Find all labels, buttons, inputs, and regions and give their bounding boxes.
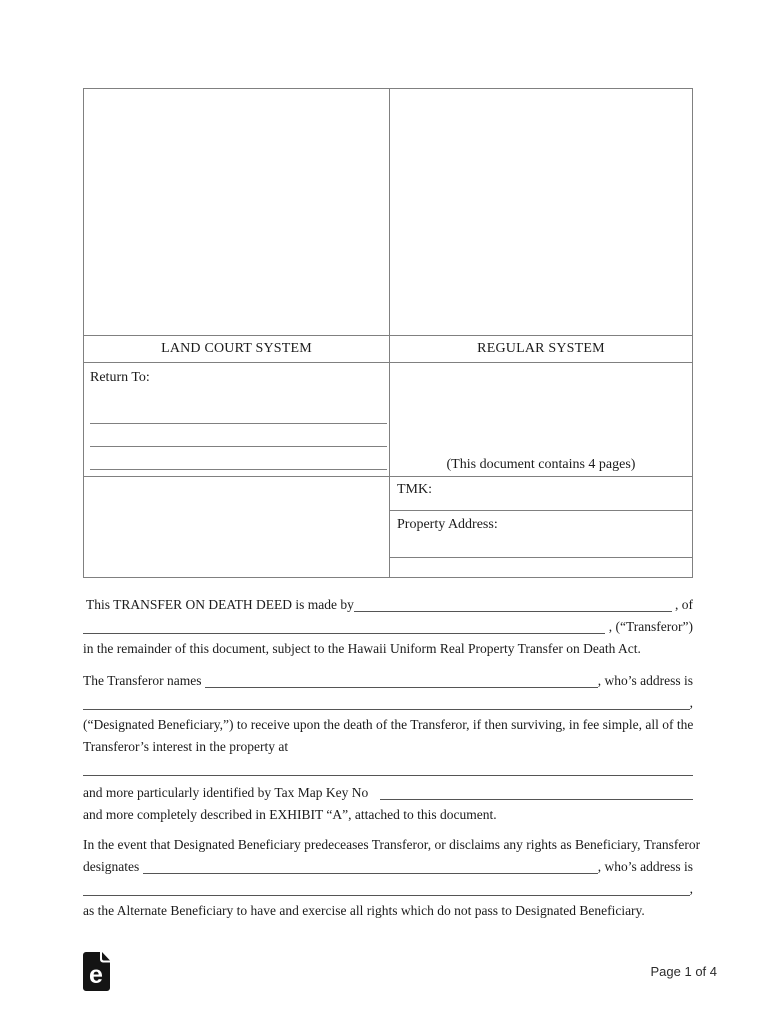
paragraph-designated-beneficiary [83,670,693,758]
p5-text-5: as the Alternate Beneficiary to have and exercise all rights which do not pass to Designated Beneficiary. [83,903,645,918]
empty-cell [84,558,390,577]
alternate-beneficiary-address-blank[interactable] [83,895,690,896]
p1-text-4: in the remainder of this document, subject to the Hawaii Uniform Real Property Transfer on Death Act. [83,641,641,656]
paragraph-transferor [83,594,693,660]
p2-text-4: (“Designated Beneficiary,”) to receive upon the death of the Transferor, if then surviving, in fee simple, all of the [83,717,694,732]
tmk-label: TMK: [397,482,432,497]
property-address-label: Property Address: [397,517,498,532]
alternate-beneficiary-name-blank[interactable] [143,873,598,874]
transferor-name-blank[interactable] [354,611,672,612]
p4-text-2: and more completely described in EXHIBIT “A”, attached to this document. [83,807,497,822]
p2-text-5: Transferor’s interest in the property at [83,739,289,754]
land-court-stamp-area [84,89,390,335]
return-to-section [84,363,390,477]
p2-text-3: , [689,695,693,710]
tmk-field[interactable] [390,477,692,511]
p4-text-1: and more particularly identified by Tax Map Key No [83,785,369,800]
recording-information-box [83,88,693,578]
return-to-label: Return To: [90,370,150,385]
page-number-label: Page 1 of 4 [650,963,717,979]
empty-cell [390,558,692,577]
pages-note-section [390,363,692,477]
beneficiary-name-blank[interactable] [205,687,598,688]
property-description-row [83,762,693,776]
empty-cell [84,511,390,558]
p2-text-2: , who’s address is [597,673,693,688]
p1-text-2: , of [671,597,693,612]
p5-text-1: In the event that Designated Beneficiary predeceases Transferor, or disclaims any rights as Beneficiary, Transferor [83,837,701,852]
p1-text-3: , (“Transferor”) [605,619,693,634]
tax-map-key-blank[interactable] [380,799,693,800]
paragraph-alternate-beneficiary [83,834,701,922]
p1-text-1: This TRANSFER ON DEATH DEED is made by [86,597,354,612]
empty-cell [84,477,390,511]
p2-text-1: The Transferor names [83,673,205,688]
land-court-system-label: LAND COURT SYSTEM [161,341,312,356]
eforms-logo-letter: e [89,960,103,989]
beneficiary-address-blank[interactable] [83,709,690,710]
eforms-logo-icon [83,952,110,991]
deed-body-text [83,594,701,922]
p5-text-4: , [689,881,693,896]
return-to-line[interactable] [90,447,387,470]
regular-system-stamp-area [390,89,692,335]
return-to-line[interactable] [90,401,387,424]
paragraph-tax-map-key [83,782,693,826]
p5-text-3: , who’s address is [597,859,693,874]
land-court-system-header [84,335,390,363]
regular-system-label: REGULAR SYSTEM [477,341,605,356]
property-description-blank[interactable] [83,775,693,776]
regular-system-header [390,335,692,363]
transferor-address-blank[interactable] [83,633,605,634]
page-footer [83,950,717,992]
p5-text-2: designates [83,859,143,874]
property-address-field[interactable] [390,511,692,558]
pages-note-label: (This document contains 4 pages) [446,457,636,472]
return-to-line[interactable] [90,424,387,447]
